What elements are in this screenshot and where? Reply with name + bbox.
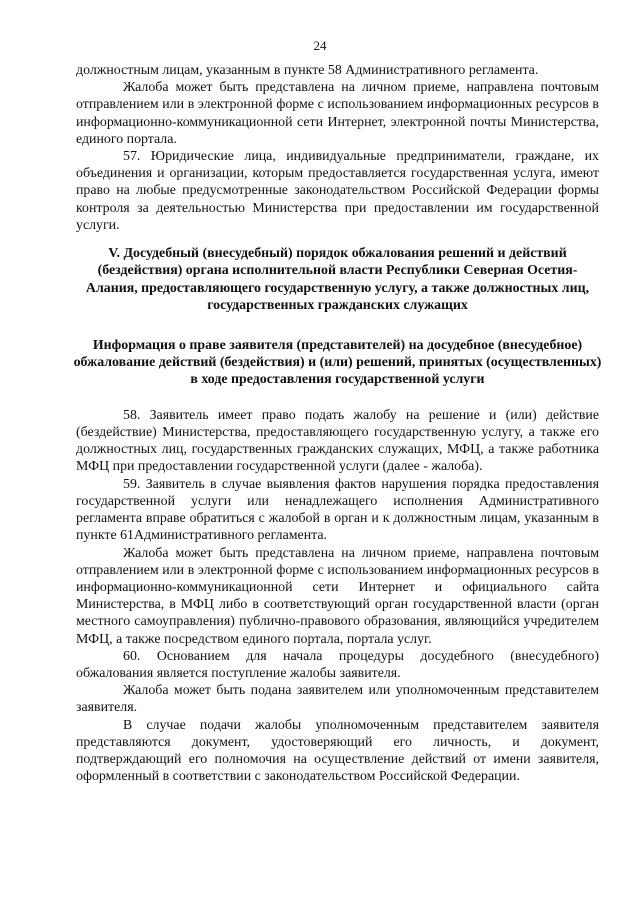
paragraph: В случае подачи жалобы уполномоченным представителем заявителя представляются документ, удостоверяющий его личность, и документ, подтверждающий его полномочия на осуществление действий от имени заявителя, оформленный в соответствии с законодательством Российской Федерации. [76,717,599,785]
paragraph: Жалоба может быть представлена на личном приеме, направлена почтовым отправлением или в электронной форме с использованием информационных ресурсов в информационно-коммуникационной сети Интернет и официального сайта Министерства, в МФЦ либо в соответствующий орган государственной власти (орган местного самоуправления) публично-правового образования, являющийся учредителем МФЦ, а также посредством единого портала, портала услуг. [76,545,599,647]
document-body [73,62,602,785]
section-heading: V. Досудебный (внесудебный) порядок обжалования решений и действий (бездействия) органа исполнительной власти Республики Северная Осетия-Алания, предоставляющего государственную услугу, а также должностных лиц, государственных гражданских служащих [85,246,590,314]
paragraph-item-57: 57. Юридические лица, индивидуальные предприниматели, граждане, их объединения и организации, которым предоставляется государственная услуга, имеют право на любые предусмотренные законодательством Российской Федерации формы контроля за деятельностью Министерства при предоставлении им государственной услуги. [76,149,599,233]
paragraph-item-58: 58. Заявитель имеет право подать жалобу на решение и (или) действие (бездействие) Министерства, предоставляющего государственную услугу, а также его должностных лиц, государственных гражданских служащих, МФЦ, а также работника МФЦ при предоставлении государственной услуги (далее - жалоба). [76,407,599,475]
paragraph: Жалоба может быть представлена на личном приеме, направлена почтовым отправлением или в электронной форме с использованием информационных ресурсов в информационно-коммуникационной сети Интернет, электронной почты Министерства, единого портала. [76,80,599,147]
page-number: 24 [313,38,327,53]
paragraph-item-60: 60. Основанием для начала процедуры досудебного (внесудебного) обжалования является поступление жалобы заявителя. [76,648,599,681]
sub-heading: Информация о праве заявителя (представителей) на досудебное (внесудебное) обжалование действий (бездействия) и (или) решений, принятых (осуществленных) в ходе предоставления государственной услуги [73,337,602,388]
paragraph: Жалоба может быть подана заявителем или уполномоченным представителем заявителя. [76,683,599,716]
paragraph-item-59: 59. Заявитель в случае выявления фактов нарушения порядка предоставления государственной услуги или ненадлежащего исполнения Административного регламента вправе обратиться с жалобой в орган и к должностным лицам, указанным в пункте 61Административного регламента. [76,476,599,544]
paragraph-continuation: должностным лицам, указанным в пункте 58 Административного регламента. [76,63,539,78]
